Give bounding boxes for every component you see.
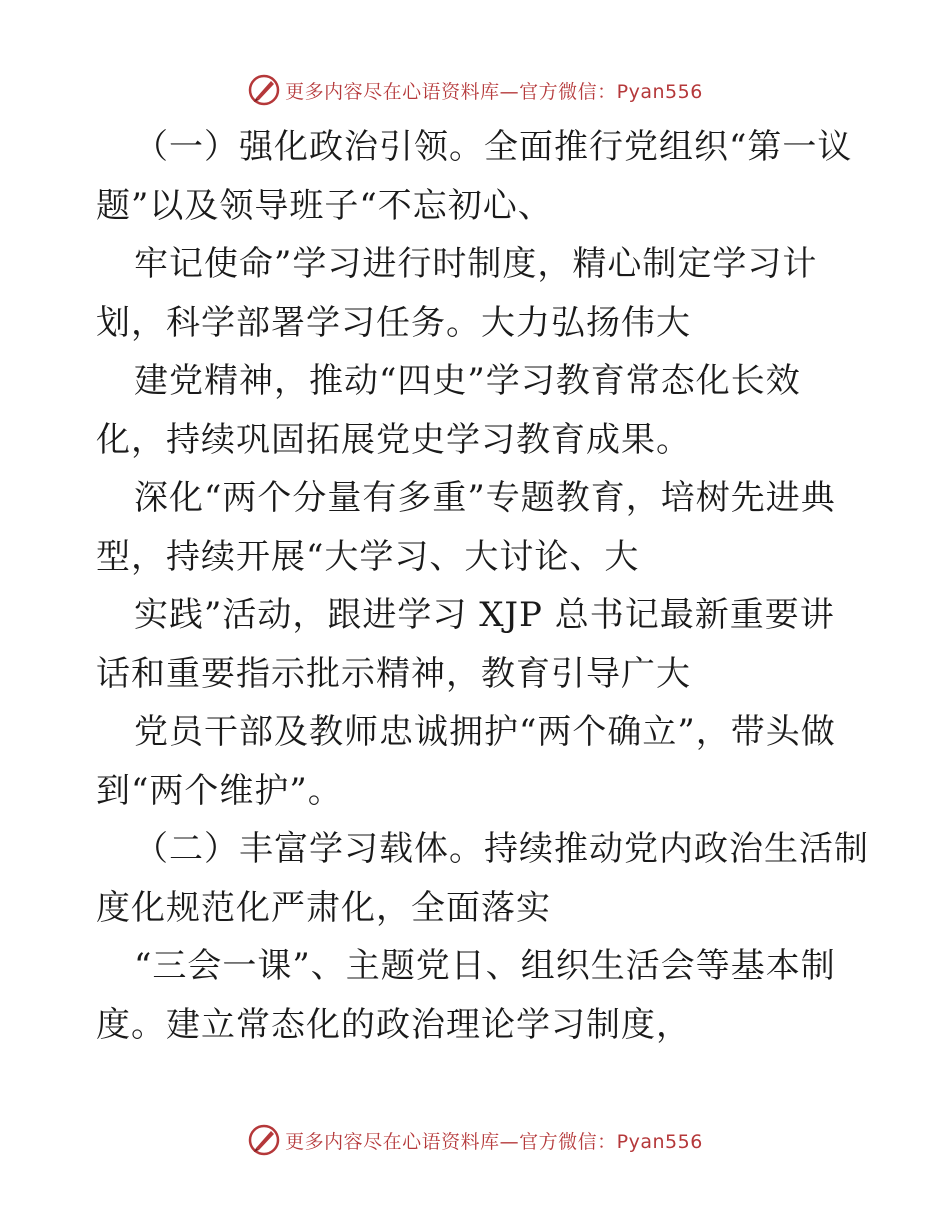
document-body: [96, 118, 869, 1054]
text-line: （一）强化政治引领。全面推行党组织“第一议: [134, 127, 853, 167]
text-line: 深化“两个分量有多重”专题教育，培树先进典: [134, 478, 836, 518]
text-line: “三会一课”、主题党日、组织生活会等基本制: [134, 946, 836, 986]
text-line: 化，持续巩固拓展党史学习教育成果。: [96, 419, 691, 460]
text-line: （二）丰富学习载体。持续推动党内政治生活制: [134, 829, 869, 869]
quill-pen-icon: [247, 73, 281, 107]
banner-text: 更多内容尽在心语资料库—官方微信：Pyan556: [285, 80, 703, 103]
header-banner: [0, 70, 950, 110]
text-line: 题”以及领导班子“不忘初心、: [96, 185, 553, 226]
text-line: 建党精神，推动“四史”学习教育常态化长效: [134, 361, 801, 401]
text-line: 型，持续开展“大学习、大讨论、大: [96, 536, 640, 577]
text-line: 党员干部及教师忠诚拥护“两个确立”，带头做: [134, 712, 836, 752]
footer-banner: [0, 1120, 950, 1160]
text-line: 牢记使命”学习进行时制度，精心制定学习计: [134, 244, 818, 284]
text-line: 划，科学部署学习任务。大力弘扬伟大: [96, 302, 691, 343]
banner-text: 更多内容尽在心语资料库—官方微信：Pyan556: [285, 1130, 703, 1153]
text-line: 实践”活动，跟进学习 XJP 总书记最新重要讲: [134, 595, 835, 635]
text-line: 度。建立常态化的政治理论学习制度，: [96, 1004, 691, 1045]
text-line: 话和重要指示批示精神，教育引导广大: [96, 653, 691, 694]
quill-pen-icon: [247, 1123, 281, 1157]
text-line: 到“两个维护”。: [96, 770, 343, 811]
text-line: 度化规范化严肃化，全面落实: [96, 887, 551, 928]
